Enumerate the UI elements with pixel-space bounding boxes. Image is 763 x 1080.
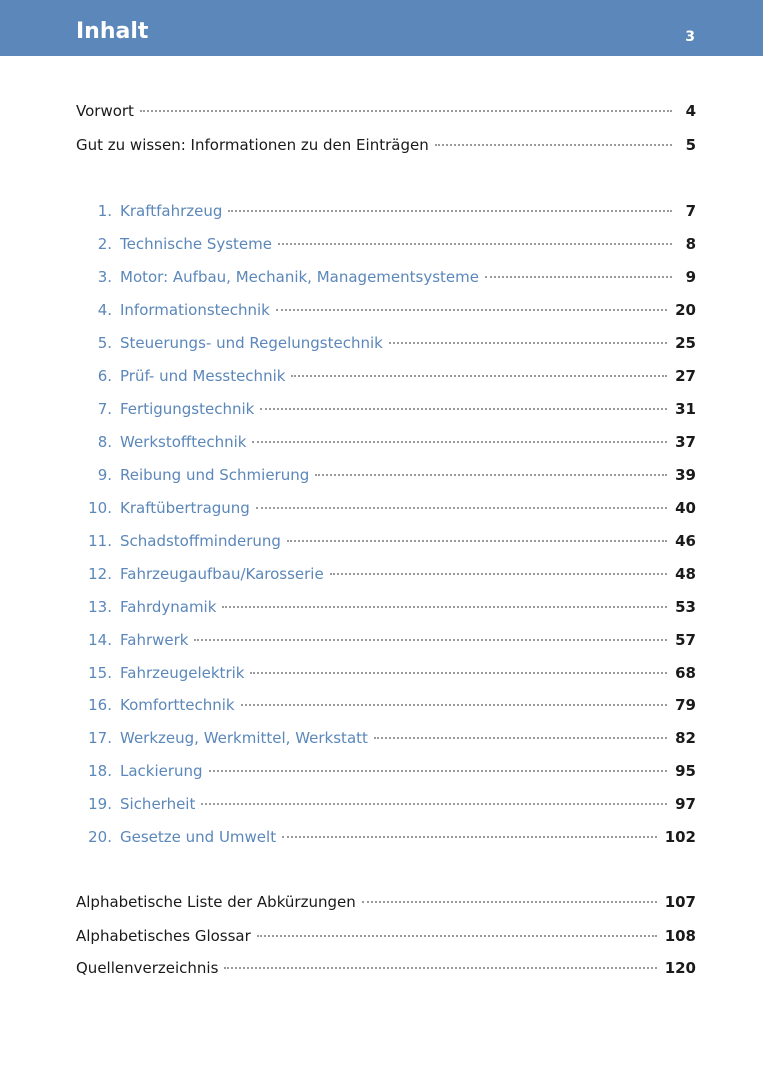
chapter-title: Werkzeug, Werkmittel, Werkstatt xyxy=(120,729,368,747)
toc-entry-glossar[interactable] xyxy=(76,924,696,948)
chapter-number: 10. xyxy=(88,499,112,517)
toc-entry-abkuerzungen[interactable] xyxy=(76,890,696,914)
chapter-number: 2. xyxy=(97,235,112,253)
toc-chapter-15[interactable] xyxy=(76,661,696,685)
dot-leader xyxy=(278,243,672,245)
dot-leader xyxy=(315,474,667,476)
chapter-page: 102 xyxy=(664,828,696,846)
dot-leader xyxy=(362,901,657,903)
dot-leader xyxy=(256,507,667,509)
toc-chapter-1[interactable] xyxy=(76,199,696,223)
toc-label: Alphabetisches Glossar xyxy=(76,927,251,945)
dot-leader xyxy=(252,441,667,443)
chapter-page: 79 xyxy=(675,696,696,714)
chapter-page: 31 xyxy=(675,400,696,418)
chapter-page: 53 xyxy=(675,598,696,616)
toc-label: Quellenverzeichnis xyxy=(76,959,219,977)
chapter-number: 3. xyxy=(97,268,112,286)
chapter-title: Fahrzeugelektrik xyxy=(120,664,245,682)
dot-leader xyxy=(201,803,667,805)
dot-leader xyxy=(260,408,667,410)
toc-chapter-9[interactable] xyxy=(76,463,696,487)
toc-chapter-12[interactable] xyxy=(76,562,696,586)
chapter-page: 97 xyxy=(675,795,696,813)
chapter-number: 9. xyxy=(97,466,112,484)
chapter-page: 57 xyxy=(675,631,696,649)
chapter-number: 18. xyxy=(88,762,112,780)
chapter-number: 7. xyxy=(97,400,112,418)
chapter-title: Komforttechnik xyxy=(120,696,235,714)
dot-leader xyxy=(257,935,657,937)
dot-leader xyxy=(282,836,657,838)
toc-label: Alphabetische Liste der Abkürzungen xyxy=(76,893,356,911)
chapter-page: 48 xyxy=(675,565,696,583)
dot-leader xyxy=(224,967,656,969)
chapter-number: 4. xyxy=(97,301,112,319)
dot-leader xyxy=(330,573,667,575)
chapter-title: Fahrzeugaufbau/Karosserie xyxy=(120,565,324,583)
chapter-title: Technische Systeme xyxy=(120,235,272,253)
dot-leader xyxy=(209,770,668,772)
chapter-page: 9 xyxy=(685,268,696,286)
chapter-number: 12. xyxy=(88,565,112,583)
chapter-number: 5. xyxy=(97,334,112,352)
chapter-title: Fertigungstechnik xyxy=(120,400,255,418)
dot-leader xyxy=(250,672,667,674)
chapter-page: 68 xyxy=(675,664,696,682)
toc-chapter-18[interactable] xyxy=(76,759,696,783)
chapter-title: Kraftfahrzeug xyxy=(120,202,223,220)
toc-chapter-14[interactable] xyxy=(76,628,696,652)
dot-leader xyxy=(374,737,667,739)
toc-page: 5 xyxy=(685,136,696,154)
toc-page: 107 xyxy=(664,893,696,911)
toc-label: Gut zu wissen: Informationen zu den Einträgen xyxy=(76,136,429,154)
chapter-number: 1. xyxy=(97,202,112,220)
chapter-title: Informationstechnik xyxy=(120,301,270,319)
toc-entry-gut-zu-wissen[interactable] xyxy=(76,133,696,157)
toc-chapter-7[interactable] xyxy=(76,397,696,421)
chapter-number: 19. xyxy=(88,795,112,813)
chapter-title: Sicherheit xyxy=(120,795,196,813)
dot-leader xyxy=(222,606,667,608)
dot-leader xyxy=(276,309,667,311)
toc-chapter-19[interactable] xyxy=(76,792,696,816)
chapter-title: Lackierung xyxy=(120,762,203,780)
chapter-number: 20. xyxy=(88,828,112,846)
chapter-title: Gesetze und Umwelt xyxy=(120,828,277,846)
header-bar xyxy=(0,0,763,56)
chapter-page: 46 xyxy=(675,532,696,550)
chapter-number: 17. xyxy=(88,729,112,747)
toc-chapter-13[interactable] xyxy=(76,595,696,619)
chapter-page: 8 xyxy=(685,235,696,253)
toc-chapter-17[interactable] xyxy=(76,726,696,750)
toc-label: Vorwort xyxy=(76,102,134,120)
dot-leader xyxy=(287,540,667,542)
chapter-page: 27 xyxy=(675,367,696,385)
toc-chapter-5[interactable] xyxy=(76,331,696,355)
toc-page: 108 xyxy=(664,927,696,945)
chapter-page: 95 xyxy=(675,762,696,780)
dot-leader xyxy=(241,704,668,706)
chapter-page: 37 xyxy=(675,433,696,451)
toc-entry-vorwort[interactable] xyxy=(76,99,696,123)
chapter-page: 7 xyxy=(685,202,696,220)
dot-leader xyxy=(194,639,667,641)
chapter-page: 39 xyxy=(675,466,696,484)
chapter-title: Prüf- und Messtechnik xyxy=(120,367,286,385)
chapter-number: 8. xyxy=(97,433,112,451)
chapter-number: 13. xyxy=(88,598,112,616)
chapter-page: 20 xyxy=(675,301,696,319)
chapter-title: Werkstofftechnik xyxy=(120,433,247,451)
toc-chapter-16[interactable] xyxy=(76,693,696,717)
chapter-number: 15. xyxy=(88,664,112,682)
chapter-page: 25 xyxy=(675,334,696,352)
chapter-title: Fahrwerk xyxy=(120,631,189,649)
toc-chapter-2[interactable] xyxy=(76,232,696,256)
chapter-title: Steuerungs- und Regelungstechnik xyxy=(120,334,383,352)
toc-chapter-4[interactable] xyxy=(76,298,696,322)
dot-leader xyxy=(485,276,672,278)
chapter-page: 40 xyxy=(675,499,696,517)
dot-leader xyxy=(389,342,667,344)
toc-chapter-10[interactable] xyxy=(76,496,696,520)
chapter-title: Kraftübertragung xyxy=(120,499,250,517)
chapter-title: Schadstoffminderung xyxy=(120,532,281,550)
dot-leader xyxy=(140,110,672,112)
chapter-number: 16. xyxy=(88,696,112,714)
chapter-number: 11. xyxy=(88,532,112,550)
dot-leader xyxy=(228,210,672,212)
chapter-title: Motor: Aufbau, Mechanik, Managementsysteme xyxy=(120,268,479,286)
toc-chapter-8[interactable] xyxy=(76,430,696,454)
chapter-title: Reibung und Schmierung xyxy=(120,466,310,484)
toc-chapter-20[interactable] xyxy=(76,825,696,849)
page-title: Inhalt xyxy=(76,19,149,44)
toc-page: 4 xyxy=(685,102,696,120)
toc-chapter-6[interactable] xyxy=(76,364,696,388)
dot-leader xyxy=(291,375,667,377)
chapter-page: 82 xyxy=(675,729,696,747)
toc-chapter-11[interactable] xyxy=(76,529,696,553)
chapter-number: 14. xyxy=(88,631,112,649)
chapter-title: Fahrdynamik xyxy=(120,598,217,616)
header-page-number: 3 xyxy=(685,29,695,45)
dot-leader xyxy=(435,144,672,146)
toc-chapter-3[interactable] xyxy=(76,265,696,289)
chapter-number: 6. xyxy=(97,367,112,385)
toc-entry-quellenverzeichnis[interactable] xyxy=(76,956,696,980)
toc-page: 120 xyxy=(664,959,696,977)
